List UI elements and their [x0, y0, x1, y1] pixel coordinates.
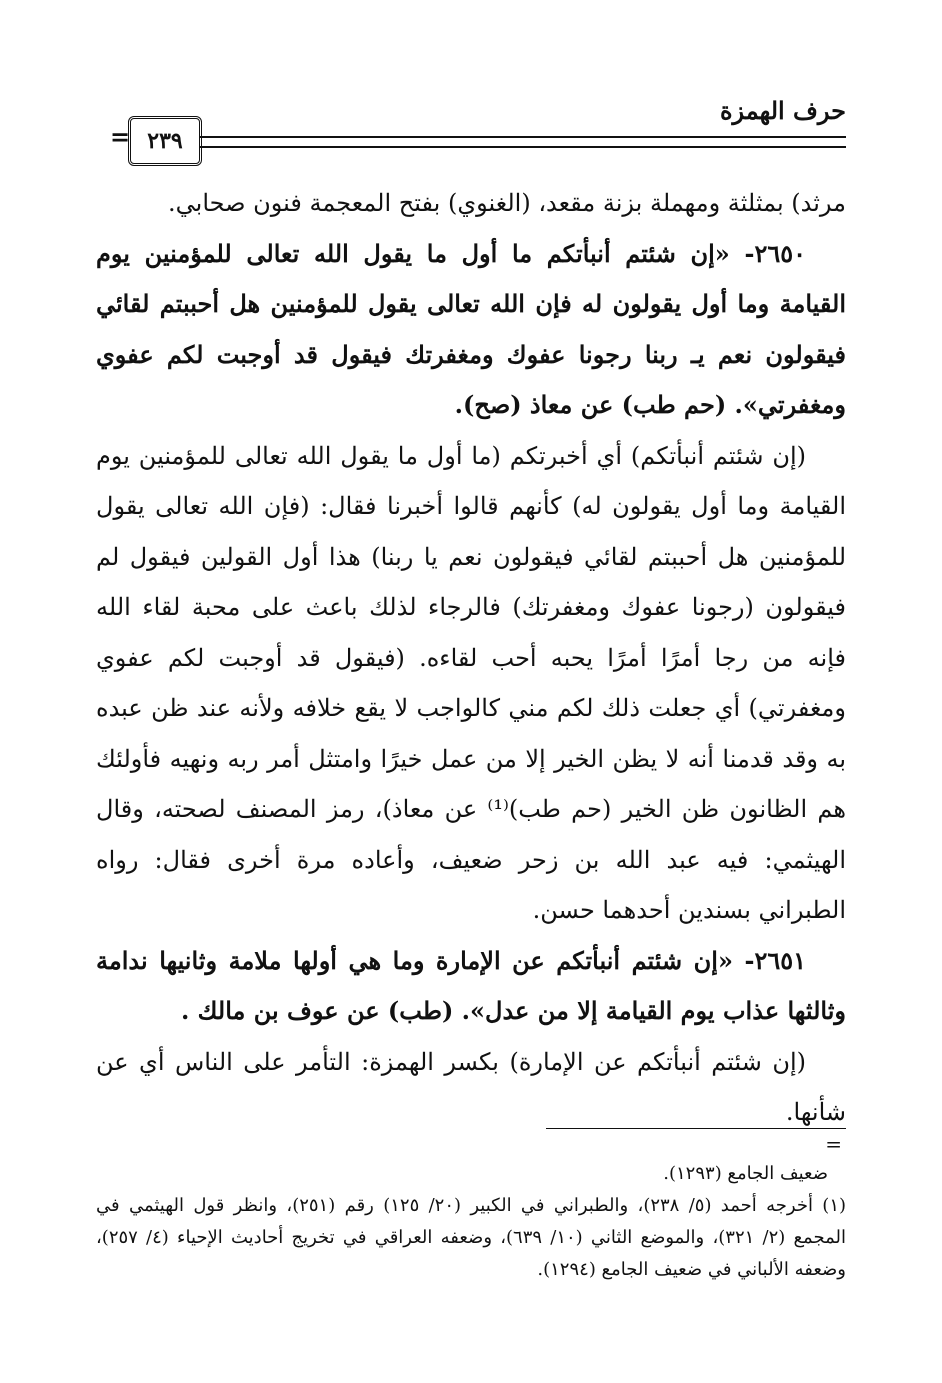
page-number: ٢٣٩ [128, 116, 202, 166]
footnote-continued: ضعيف الجامع (١٢٩٣). [663, 1163, 828, 1184]
continuation-mark: = [110, 122, 131, 151]
header-rule [200, 136, 846, 148]
hadith-2651: ٢٦٥١- «إن شئتم أنبأتكم عن الإمارة وما هي أولها ملامة وثانيها ندامة وثالثها عذاب يوم القيامة إلا من عدل». (طب) عن عوف بن مالك . [96, 945, 846, 1025]
footnote-1: (١) أخرجه أحمد (٥/ ٢٣٨)، والطبراني في الكبير (٢٠/ ١٢٥) رقم (٢٥١)، وانظر قول الهيثمي في المجمع (٢/ ٣٢١)، والموضع الثاني (١٠/ ٦٣٩)، وضعفه العراقي في تخريج أحاديث الإحياء (٤/ ٢٥٧)، وضعفه الألباني في ضعيف الجامع (١٢٩٤). [96, 1195, 847, 1280]
footnote-rule [546, 1128, 846, 1129]
commentary-2650: (إن شئتم أنبأتكم) أي أخبرتكم (ما أول ما يقول الله تعالى للمؤمنين يوم القيامة وما أول يقولون له) كأنهم قالوا أخبرنا فقال: (فإن الله تعالى يقول للمؤمنين هل أحببتم لقائي فيقولون نعم يا ربنا) هذا أول القولين فيقول لم فيقولون (رجونا عفوك ومغفرتك) فالرجاء لذلك باعث على محبة لقاء الله فإنه من رجا أمرًا أمرًا يحبه أحب لقاءه. (فيقول قد أوجبت لكم عفوي ومغفرتي) أي جعلت ذلك لكم مني كالواجب لا يقع خلافه ولأنه عند ظن عبده به وقد قدمنا أنه لا يظن الخير إلا من عمل خيرًا وامتثل أمر ربه ونهيه فأولئك هم الظانون ظن الخير (حم طب)⁽¹⁾ عن معاذ)، رمز المصنف لصحته، وقال الهيثمي: فيه عبد الله بن زحر ضعيف، وأعاده مرة أخرى فقال: رواه الطبراني بسندين أحدهما حسن. [96, 441, 847, 924]
footnote-continuation-mark: = [825, 1132, 842, 1156]
hadith-2650: ٢٦٥٠- «إن شئتم أنبأتكم ما أول ما يقول الله تعالى للمؤمنين يوم القيامة وما أول يقولون له فإن الله تعالى يقول للمؤمنين هل أحببتم لقائي فيقولون نعم يـ ربنا رجونا عفوك ومغفرتك فيقول قد أوجبت لكم عفوي ومغفرتي». (حم طب) عن معاذ (صح). [96, 238, 846, 419]
footnotes [96, 1158, 846, 1286]
running-head: حرف الهمزة [719, 96, 846, 125]
commentary-2651: (إن شئتم أنبأتكم عن الإمارة) بكسر الهمزة: التأمر على الناس أي عن شأنها. [96, 1047, 846, 1126]
body-text [96, 178, 846, 1138]
paragraph-continuation: مرثد) بمثلثة ومهملة بزنة مقعد، (الغنوي) بفتح المعجمة فنون صحابي. [168, 189, 846, 217]
